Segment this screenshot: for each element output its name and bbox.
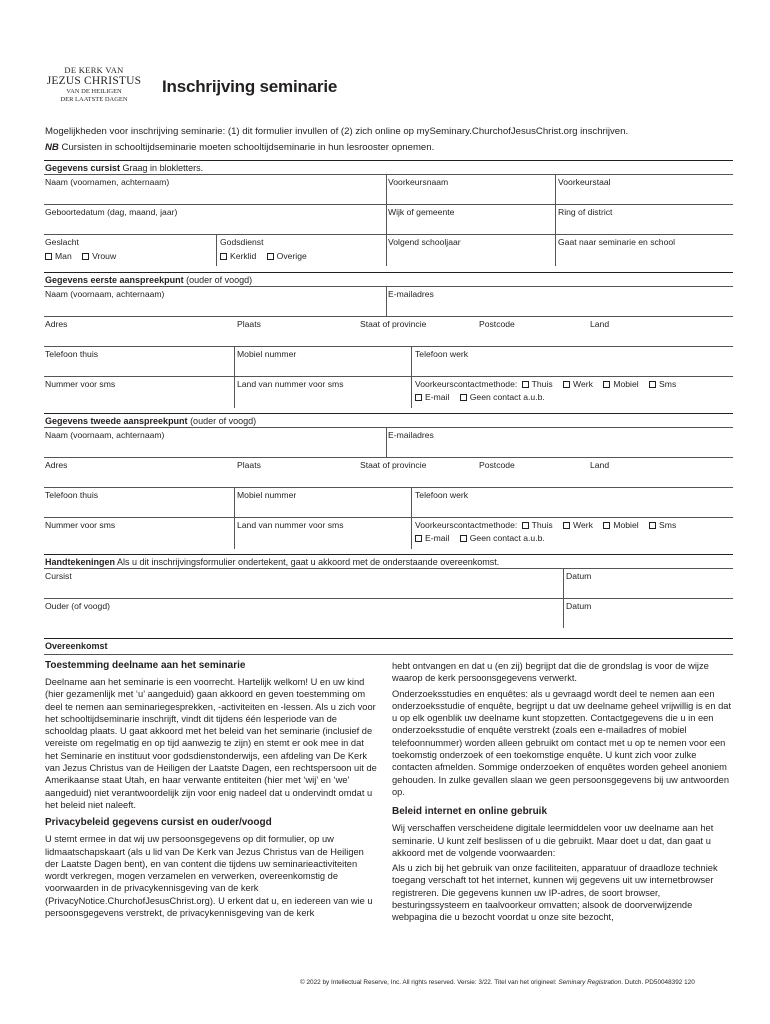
parent-signature-field[interactable]: Ouder (of voogd) [44,599,564,628]
ward-field[interactable]: Wijk of gemeente [387,205,556,234]
birth-date-field[interactable]: Geboortedatum (dag, maand, jaar) [44,205,387,234]
contact2-pref-none-checkbox[interactable]: Geen contact a.u.b. [460,533,545,544]
contact2-pref-sms-checkbox[interactable]: Sms [649,520,676,531]
contact2-email-field[interactable]: E-mailadres [388,430,434,440]
contact1-pref-work-checkbox[interactable]: Werk [563,379,593,390]
contact1-sms-country-field[interactable]: Land van nummer voor sms [235,377,412,408]
stake-field[interactable]: Ring of district [558,207,613,217]
religion-field: Godsdienst Kerklid Overige [217,235,387,266]
contact1-work-phone-field[interactable]: Telefoon werk [415,349,469,359]
student-section: Gegevens cursist Graag in blokletters. Naam (voornamen, achternaam) Voorkeursnaam Voorkeurstaal Geboortedatum (dag, maand, jaar) Wijk of gemeente Ring of district Geslacht Man Vrouw Godsdienst Kerklid Overige Volgend schooljaar Gaat naar seminarie en school [44,160,733,266]
agreement-column-right: hebt ontvangen en dat u (en zij) begrijpt dat die de grondslag is voor de wijze waarop de kerk persoonsgegevens verwerkt. Onderzoeksstudies en enquêtes: als u gevraagd wordt deel te nemen aan een onderzoeksstudie of enquête, begrijpt u dat uw deelname geheel vrijwillig is en dat u op elk ogenblik uw deelname kunt stopzetten. Contactgegevens die u in een onderzoeksstudie of enquête verstrekt (zoals een e-mailadres of mobiel telefoonnummer) worden alleen gebruikt om contact met u op te nemen voor een toekomstig onderzoek of een toekomstige enquête. U kunt zich voor zulke contacten afmelden. Sommige onderzoeken of enquêtes worden geheel anoniem gehouden. In zulke gevallen slaan we geen persoonsgegevens bij uw antwoorden op. Beleid internet en online gebruik Wij verschaffen verscheidene digitale leermiddelen voor uw deelname aan het seminarie. U kunt zelf beslissen of u die gebruikt. Maar doet u dat, dan gaat u akkoord met de volgende voorwaarden: Als u zich bij het gebruik van onze faciliteiten, apparatuur of draadloze techniek toegang verschaft tot het internet, kunnen wij gegevens uit uw internetbrowser registreren. Die gegevens kunnen uw IP-adres, de soort browser, besturingssysteem en taalvoorkeur omvatten; alsook de doorverwijzende webpagina die u bezocht voordat u onze site bezocht, [392,661,732,923]
contact2-home-phone-field[interactable]: Telefoon thuis [44,488,235,517]
contact1-pref-home-checkbox[interactable]: Thuis [522,379,553,390]
contact1-pref-none-checkbox[interactable]: Geen contact a.u.b. [460,392,545,403]
footer-copyright: © 2022 by Intellectual Reserve, Inc. All rights reserved. Versie: 3/22. Titel van het origineel: Seminary Registration. Dutch. PD50048392 120 [300,979,695,986]
contact1-section: Gegevens eerste aanspreekpunt (ouder of voogd) Naam (voornaam, achternaam) E-mailadres Adres Plaats Staat of provincie Postcode Land Telefoon thuis Mobiel nummer Telefoon werk Nummer voor sms Land van nummer voor sms Voorkeurscontactmethode: Thuis Werk Mobiel Sms E-mail Geen contact a.u.b. [44,272,733,408]
contact1-address-row[interactable]: Adres Plaats Staat of provincie Postcode Land [44,316,733,346]
intro-text: Mogelijkheden voor inschrijving seminarie: (1) dit formulier invullen of (2) zich online op mySeminary.ChurchofJesusChrist.org inschrijven. NB Cursisten in schooltijdseminarie moeten schooltijdseminarie in hun lesrooster opnemen. [45,126,629,153]
preferred-language-field[interactable]: Voorkeurstaal [558,177,611,187]
contact1-home-phone-field[interactable]: Telefoon thuis [44,347,235,376]
contact2-work-phone-field[interactable]: Telefoon werk [415,490,469,500]
contact2-name-field[interactable]: Naam (voornaam, achternaam) [44,428,387,457]
contact2-mobile-field[interactable]: Mobiel nummer [235,488,412,517]
contact1-pref-mobile-checkbox[interactable]: Mobiel [603,379,638,390]
gender-female-checkbox[interactable]: Vrouw [82,251,116,262]
signatures-section: Handtekeningen Als u dit inschrijvingsformulier ondertekent, gaat u akkoord met de onderstaande overeenkomst. Cursist Datum Ouder (of voogd) Datum [44,554,733,628]
next-grade-field[interactable]: Volgend schooljaar [387,235,556,266]
agreement-heading: Overeenkomst [44,638,733,655]
contact1-pref-sms-checkbox[interactable]: Sms [649,379,676,390]
contact2-sms-country-field[interactable]: Land van nummer voor sms [235,518,412,549]
contact1-pref-email-checkbox[interactable]: E-mail [415,392,449,403]
contact1-preference-field: Voorkeurscontactmethode: Thuis Werk Mobiel Sms E-mail Geen contact a.u.b. [415,379,677,402]
contact2-pref-work-checkbox[interactable]: Werk [563,520,593,531]
contact1-mobile-field[interactable]: Mobiel nummer [235,347,412,376]
parent-signature-date-field[interactable]: Datum [566,601,592,611]
gender-male-checkbox[interactable]: Man [45,251,72,262]
contact2-pref-home-checkbox[interactable]: Thuis [522,520,553,531]
religion-member-checkbox[interactable]: Kerklid [220,251,256,262]
contact2-pref-mobile-checkbox[interactable]: Mobiel [603,520,638,531]
preferred-name-field[interactable]: Voorkeursnaam [387,175,556,204]
contact2-pref-email-checkbox[interactable]: E-mail [415,533,449,544]
contact2-section: Gegevens tweede aanspreekpunt (ouder of voogd) Naam (voornaam, achternaam) E-mailadres Adres Plaats Staat of provincie Postcode Land Telefoon thuis Mobiel nummer Telefoon werk Nummer voor sms Land van nummer voor sms Voorkeurscontactmethode: Thuis Werk Mobiel Sms E-mail Geen contact a.u.b. [44,413,733,549]
student-signature-field[interactable]: Cursist [44,569,564,598]
contact1-email-field[interactable]: E-mailadres [388,289,434,299]
church-logo: DE KERK VAN JEZUS CHRISTUS VAN DE HEILIGEN DER LAATSTE DAGEN [46,65,142,103]
agreement-column-left: Toestemming deelname aan het seminarie Deelname aan het seminarie is een voorrecht. Hartelijk welkom! U en uw kind (hier gezamenlijk met ‘u’ aangeduid) gaan akkoord en geven toestemming om deel te nemen aan seminariegesprekken, -activiteiten en -lessen. Als u zich voor het schooltijdseminarie inschrijft, vindt dit tijdens één lesperiode van de schooldag plaats. U gaat akkoord met het beleid van het seminarie (inclusief de vereiste om regelmatig en op tijd aanwezig te zijn) en stemt er ook mee in dat het Seminarie en instituut voor godsdienstonderwijs, een afdeling van De Kerk van Jezus Christus van de Heiligen der Laatste Dagen, een rechtspersoon uit de Amerikaanse staat Utah, en haar verwante entiteiten (hier met ‘wij’ en ‘we’ aangeduid) niet verantwoordelijk zijn voor enig nadeel dat u ondervindt omdat u het beleid niet naleeft. Privacybeleid gegevens cursist en ouder/voogd U stemt ermee in dat wij uw persoonsgegevens op dit formulier, op uw lidmaatschapskaart (als u lid van De Kerk van Jezus Christus van de Heiligen der Laatste Dagen bent), en van content die tijdens uw seminarieactiviteiten wordt verkregen, mogen verzamelen en verwerken, overeenkomstig de voorwaarden in de privacykennisgeving van de kerk (PrivacyNotice.ChurchofJesusChrist.org). U erkent dat u, en iedereen van wie u persoonsgegevens verstrekt, de privacykennisgeving van de kerk [45,660,377,919]
contact2-preference-field: Voorkeurscontactmethode: Thuis Werk Mobiel Sms E-mail Geen contact a.u.b. [415,520,677,543]
religion-other-checkbox[interactable]: Overige [267,251,307,262]
school-field[interactable]: Gaat naar seminarie en school [558,237,676,247]
contact1-name-field[interactable]: Naam (voornaam, achternaam) [44,287,387,316]
contact1-sms-number-field[interactable]: Nummer voor sms [44,377,235,408]
contact2-address-row[interactable]: Adres Plaats Staat of provincie Postcode Land [44,457,733,487]
contact2-sms-number-field[interactable]: Nummer voor sms [44,518,235,549]
student-name-field[interactable]: Naam (voornamen, achternaam) [44,175,387,204]
student-signature-date-field[interactable]: Datum [566,571,592,581]
gender-field: Geslacht Man Vrouw [44,235,217,266]
page-title: Inschrijving seminarie [162,77,338,96]
